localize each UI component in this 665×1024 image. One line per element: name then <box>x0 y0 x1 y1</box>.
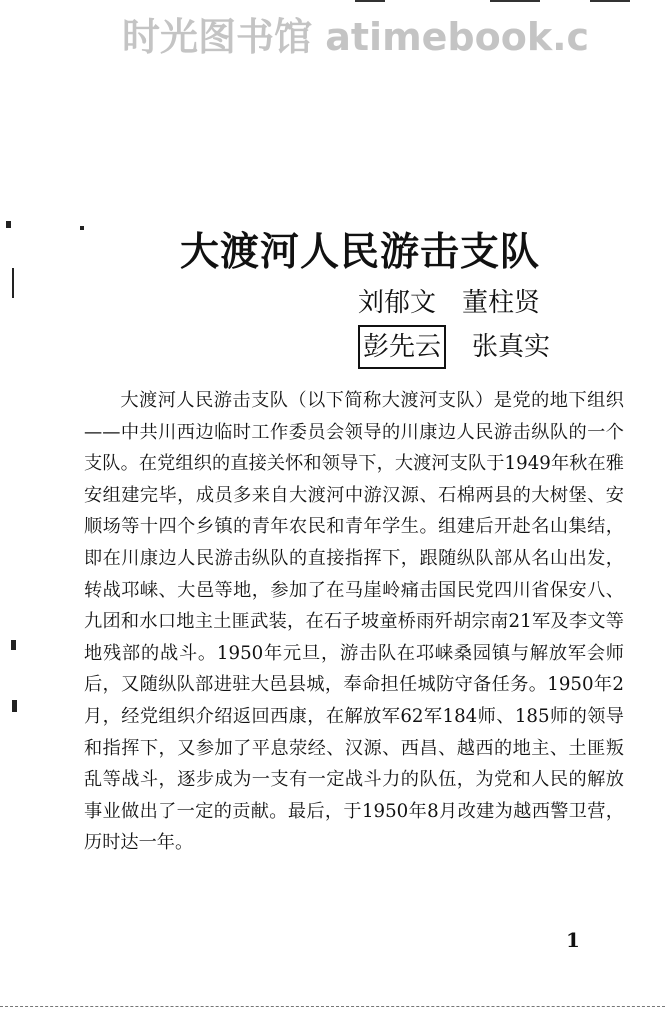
scan-speck <box>12 268 14 298</box>
author-name: 张真实 <box>472 332 551 362</box>
scan-speck <box>80 226 84 230</box>
authors-line-1 <box>358 283 588 323</box>
scan-speck <box>12 700 17 712</box>
page-number: 1 <box>566 928 580 952</box>
top-rule <box>490 0 540 2</box>
body-paragraph: 大渡河人民游击支队（以下简称大渡河支队）是党的地下组织——中共川西边临时工作委员会领导的川康边人民游击纵队的一个支队。在党组织的直接关怀和领导下，大渡河支队于1949年秋在雅安组建完毕，成员多来自大渡河中游汉源、石棉两县的大树堡、安顺场等十四个乡镇的青年农民和青年学生。组建后开赴名山集结，即在川康边人民游击纵队的直接指挥下，跟随纵队部从名山出发，转战邛崃、大邑等地，参加了在马崖岭痛击国民党四川省保安八、九团和水口地主土匪武装，在石子坡童桥雨歼胡宗南21军及李文等地残部的战斗。1950年元旦，游击队在邛崃桑园镇与解放军会师后，又随纵队部进驻大邑县城，奉命担任城防守备任务。1950年2月，经党组织介绍返回西康，在解放军62军184师、185师的领导和指挥下，又参加了平息荥经、汉源、西昌、越西的地主、土匪叛乱等战斗，逐步成为一支有一定战斗力的队伍，为党和人民的解放事业做出了一定的贡献。最后，于1950年8月改建为越西警卫营，历时达一年。 <box>84 390 624 854</box>
article-title: 大渡河人民游击支队 <box>179 229 540 276</box>
article-body <box>84 385 624 859</box>
author-name: 董柱贤 <box>462 288 541 318</box>
top-rule <box>590 0 630 2</box>
author-name: 刘郁文 <box>358 288 437 318</box>
scan-speck <box>11 640 16 650</box>
top-rule <box>355 0 385 2</box>
authors-line-2 <box>358 325 588 369</box>
scan-speck <box>6 221 11 228</box>
watermark: 时光图书馆 atimebook.c <box>122 15 590 59</box>
boxed-author-name: 彭先云 <box>358 325 446 369</box>
bottom-rule <box>0 1006 665 1008</box>
